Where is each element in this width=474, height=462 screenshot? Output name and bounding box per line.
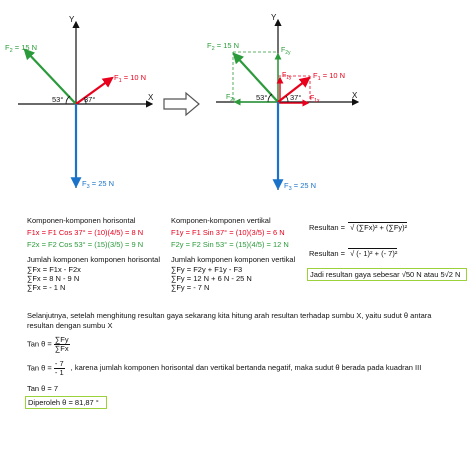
horizontal-sum-3: ∑Fx = - 1 N <box>27 283 66 292</box>
angle-left-label: 53° <box>52 95 64 104</box>
f1x-label: $F_{1x}$ <box>310 95 320 104</box>
vertical-title: Komponen-komponen vertikal <box>171 216 271 225</box>
y-axis-label: Y <box>69 15 75 24</box>
force-diagram-right <box>200 0 462 200</box>
tan-eq-2: Tan θ = $\frac{- 7}{- 1}$ , karena jumlah komponen horisontal dan vertikal bertanda negatif, maka sudut θ berada pada kuadran III <box>27 359 422 377</box>
f1-label: $F_1 = 10$ N <box>114 73 147 84</box>
f2-vector <box>25 50 76 104</box>
direction-intro-1: Selanjutnya, setelah menghitung resultan gaya sekarang kita hitung arah resultan terhadap sumbu X, yaitu sudut θ antara <box>27 311 432 320</box>
direction-intro-2: resultan dengan sumbu X <box>27 321 113 330</box>
resultant-conclusion-box <box>307 268 467 281</box>
vertical-sum-2: ∑Fy = 12 N + 6 N - 25 N <box>171 274 252 283</box>
f2-label: $F_2 = 15$ N <box>207 41 240 52</box>
angle-right-label: 37° <box>290 93 302 102</box>
angle-right-label: 37° <box>84 95 96 104</box>
direction-result-box <box>25 396 107 409</box>
vertical-eq-1: F1y = F1 Sin 37° = (10)(3/5) = 6 N <box>171 228 285 237</box>
y-axis-label: Y <box>271 13 277 22</box>
f2y-label: $F_{2y}$ <box>281 47 291 56</box>
horizontal-eq-2: F2x = F2 Cos 53° = (15)(3/5) = 9 N <box>27 240 144 249</box>
resultant-line-1: Resultan = √ (∑Fx)² + (∑Fy)² <box>309 223 408 232</box>
angle-arc-right <box>286 96 288 102</box>
direction-result: Diperoleh θ = 81,87 ° <box>28 398 99 407</box>
f3-label: $F_3 = 25$ N <box>82 179 115 190</box>
vertical-sum-1: ∑Fy = F2y + F1y - F3 <box>171 265 243 274</box>
vertical-sum-title: Jumlah komponen komponen vertikal <box>171 255 296 264</box>
horizontal-sum-1: ∑Fx = F1x - F2x <box>27 265 81 274</box>
x-axis-label: X <box>148 93 154 102</box>
f3-label: $F_3 = 25$ N <box>284 181 317 192</box>
f1y-label: $F_{1y}$ <box>282 72 292 81</box>
horizontal-eq-1: F1x = F1 Cos 37° = (10)(4/5) = 8 N <box>27 228 144 237</box>
vertical-eq-2: F2y = F2 Sin 53° = (15)(4/5) = 12 N <box>171 240 289 249</box>
f2x-label: $F_{2x}$ <box>226 94 236 103</box>
angle-left-label: 53° <box>256 93 268 102</box>
x-axis-label: X <box>352 91 358 100</box>
tan-eq-1: Tan θ = $\frac{\sum Fy}{\sum Fx}$ <box>27 335 69 353</box>
vertical-sum-3: ∑Fy = - 7 N <box>171 283 210 292</box>
f2-label: $F_2 = 15$ N <box>5 43 38 54</box>
f1-label: $F_1 = 10$ N <box>313 71 346 82</box>
horizontal-sum-2: ∑Fx = 8 N - 9 N <box>27 274 80 283</box>
right-arrow-icon <box>162 91 202 117</box>
resultant-conclusion: Jadi resultan gaya sebesar √50 N atau 5√2 N <box>310 270 461 279</box>
horizontal-sum-title: Jumlah komponen komponen horisontal <box>27 255 160 264</box>
force-diagram-left <box>0 0 170 200</box>
resultant-line-2: Resultan = √ (- 1)² + (- 7)² <box>309 249 398 258</box>
tan-eq-3: Tan θ = 7 <box>27 384 59 393</box>
horizontal-title: Komponen-komponen horisontal <box>27 216 136 225</box>
